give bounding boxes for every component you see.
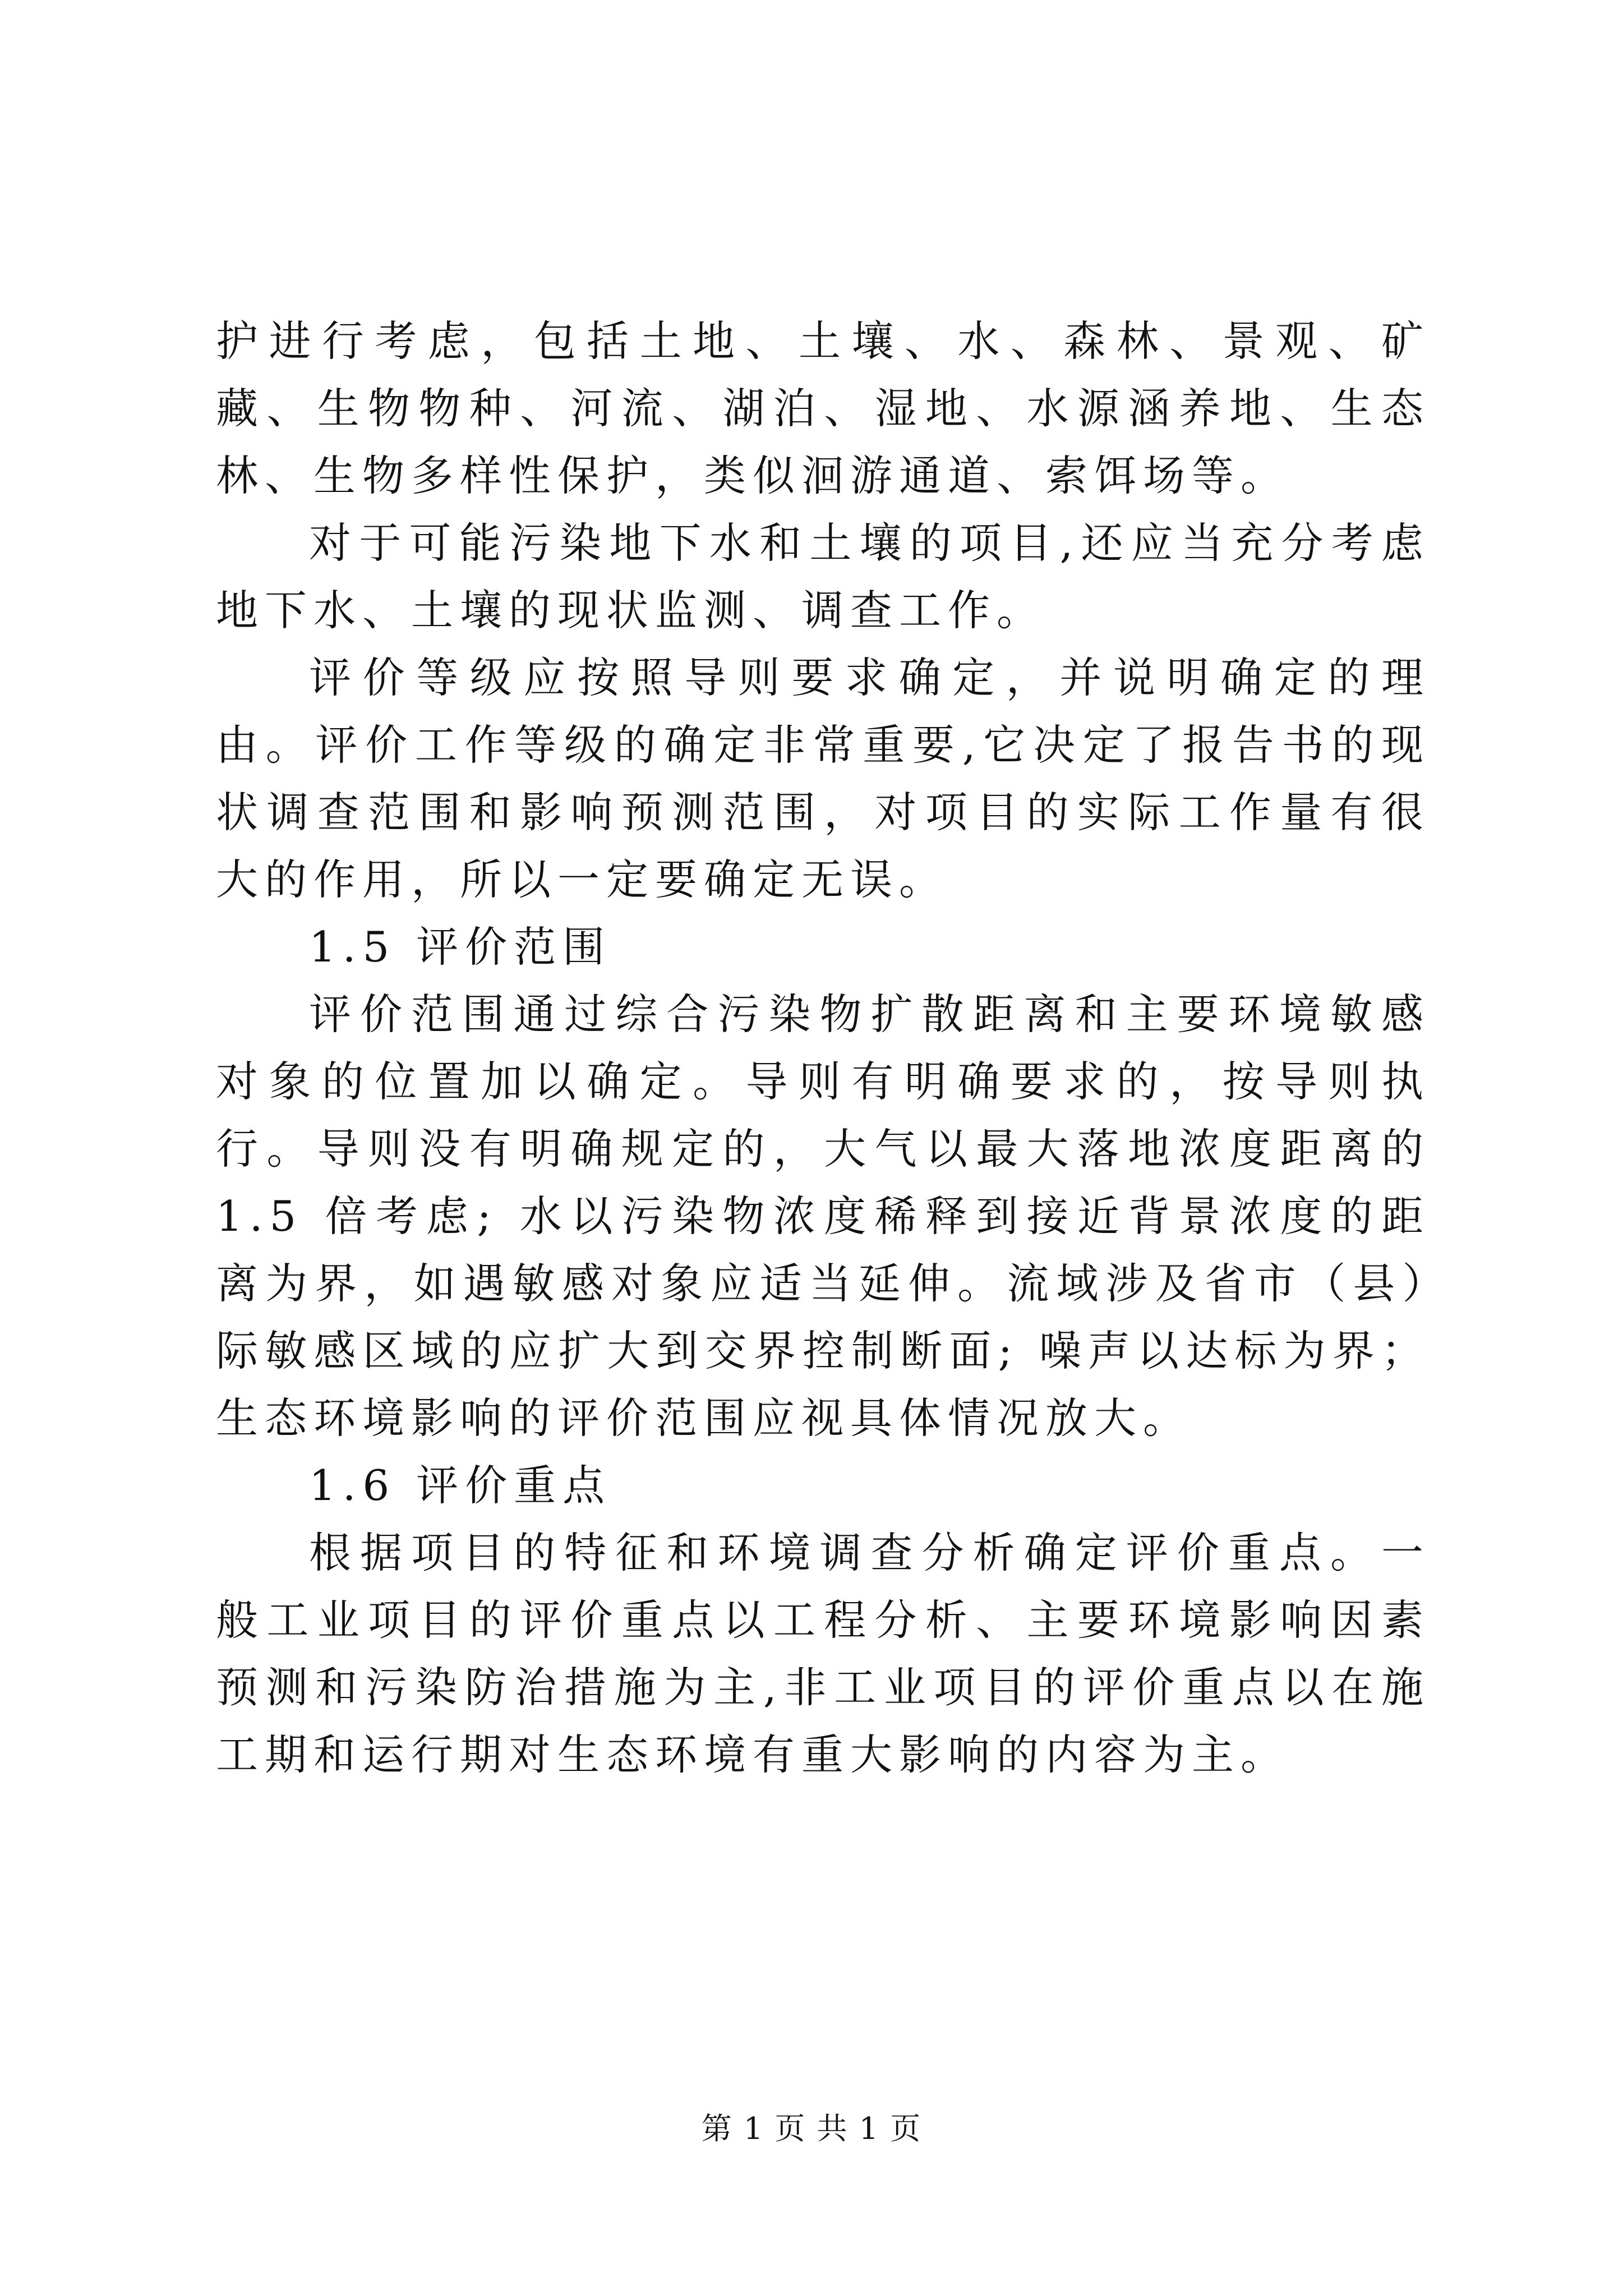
section-heading-1-5: 1.5 评价范围 [309, 922, 612, 972]
paragraph-evaluation-scope: 评价范围通过综合污染物扩散距离和主要环境敏感对象的位置加以确定。导则有明确要求的，按导则执行。导则没有明确规定的，大气以最大落地浓度距离的 1.5 倍考虑; 水以污染物浓度稀释到接近背景浓度的距离为界，如遇敏感对象应适当延伸。流域涉及省市（县）际敏感区域的应扩大到交界控制断面; 噪声以达标为界；生态环境影响的评价范围应视具体情况放大。 [216, 990, 1430, 1443]
paragraph-continuation: 护进行考虑，包括土地、土壤、水、森林、景观、矿藏、生物物种、河流、湖泊、湿地、水源涵养地、生态林、生物多样性保护，类似洄游通道、索饵场等。 [216, 316, 1430, 500]
page-footer: 第 1 页 共 1 页 [701, 2111, 922, 2146]
paragraph-evaluation-focus: 根据项目的特征和环境调查分析确定评价重点。一般工业项目的评价重点以工程分析、主要环境影响因素预测和污染防治措施为主,非工业项目的评价重点以在施工期和运行期对生态环境有重大影响的内容为主。 [216, 1528, 1430, 1779]
paragraph-evaluation-level: 评价等级应按照导则要求确定，并说明确定的理由。评价工作等级的确定非常重要,它决定了报告书的现状调查范围和影响预测范围，对项目的实际工作量有很大的作用，所以一定要确定无误。 [216, 653, 1430, 904]
section-heading-1-6: 1.6 评价重点 [309, 1461, 612, 1510]
document-body [216, 307, 1430, 1788]
paragraph-groundwater: 对于可能污染地下水和土壤的项目,还应当充分考虑地下水、土壤的现状监测、调查工作。 [216, 518, 1430, 635]
